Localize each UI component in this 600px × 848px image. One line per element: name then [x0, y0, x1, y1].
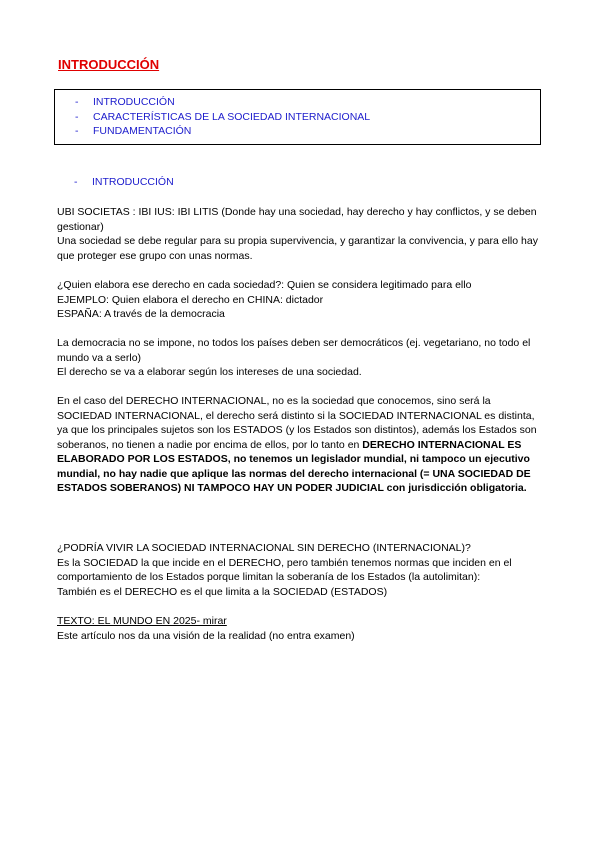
text-normal: En el caso del DERECHO INTERNACIONAL, no es la sociedad que conocemos, sino será la SOCIEDAD INTERNACIONAL, el derecho será distinto si la SOCIEDAD INTERNACIONAL es distinta, ya que los principales sujetos son los ESTADOS (y los Estados son distintos), además los Estados son soberanos, no tienen a nadie por encima de ellos, por lo tanto en — [57, 395, 537, 451]
section-heading-introduccion — [74, 176, 174, 188]
toc-item-label: INTRODUCCIÓN — [93, 96, 175, 108]
text-bold: DERECHO INTERNACIONAL ES ELABORADO POR LOS ESTADOS, no tenemos un legislador mundial, ni tampoco un ejecutivo mundial, no hay nadie que aplique las normas del derecho internacional (= UNA SOCIEDAD DE ESTADOS SOBERANOS) NI TAMPOCO HAY UN PODER JUDICIAL con jurisdicción obligatoria. — [57, 438, 531, 494]
text-line: También es el DERECHO es el que limita a la SOCIEDAD (ESTADOS) — [57, 585, 388, 598]
text-line: EJEMPLO: Quien elabora el derecho en CHINA: dictador — [57, 293, 324, 306]
paragraph-quien-elabora — [57, 278, 547, 322]
table-of-contents — [54, 89, 541, 145]
text-line: ESPAÑA: A través de la democracia — [57, 308, 225, 320]
toc-bullet: - — [75, 110, 79, 123]
paragraph-podria-vivir — [57, 541, 547, 599]
text-line: Una sociedad se debe regular para su propia supervivencia, y garantizar la convivencia, y para ello hay que proteger ese grupo con unas normas. — [57, 235, 538, 262]
paragraph-derecho-internacional — [57, 394, 547, 496]
text-line: UBI SOCIETAS : IBI IUS: IBI LITIS (Donde hay una sociedad, hay derecho y hay conflictos, y se deben gestionar) — [57, 206, 537, 233]
text-line: ¿Quien elabora ese derecho en cada sociedad?: Quien se considera legitimado para ello — [57, 279, 472, 291]
paragraph-democracia — [57, 336, 547, 380]
text-line: La democracia no se impone, no todos los países deben ser democráticos (ej. vegetariano, no todo el mundo va a serlo) — [57, 337, 531, 364]
toc-item-fundamentacion[interactable] — [75, 124, 540, 139]
text-line: ¿PODRÍA VIVIR LA SOCIEDAD INTERNACIONAL SIN DERECHO (INTERNACIONAL)? — [57, 542, 471, 554]
toc-item-label: FUNDAMENTACIÓN — [93, 125, 192, 137]
toc-bullet: - — [75, 125, 79, 137]
section-bullet: - — [74, 176, 78, 188]
text-line: Este artículo nos da una visión de la realidad (no entra examen) — [57, 629, 355, 642]
text-link-mundo-2025[interactable]: TEXTO: EL MUNDO EN 2025- mirar — [57, 615, 227, 627]
toc-item-introduccion[interactable] — [75, 95, 540, 110]
text-line: El derecho se va a elaborar según los intereses de una sociedad. — [57, 366, 362, 378]
paragraph-ubi-societas — [57, 205, 547, 263]
toc-bullet: - — [75, 96, 79, 108]
text-line: Es la SOCIEDAD la que incide en el DERECHO, pero también tenemos normas que inciden en el comportamiento de los Estados porque limitan la soberanía de los Estados (la autolimitan): — [57, 556, 512, 583]
page-title: INTRODUCCIÓN — [58, 57, 160, 72]
toc-item-label: CARACTERÍSTICAS DE LA SOCIEDAD INTERNACIONAL — [93, 110, 371, 123]
paragraph-texto — [57, 614, 547, 643]
toc-item-caracteristicas[interactable] — [75, 110, 540, 125]
section-heading-label: INTRODUCCIÓN — [92, 176, 174, 188]
